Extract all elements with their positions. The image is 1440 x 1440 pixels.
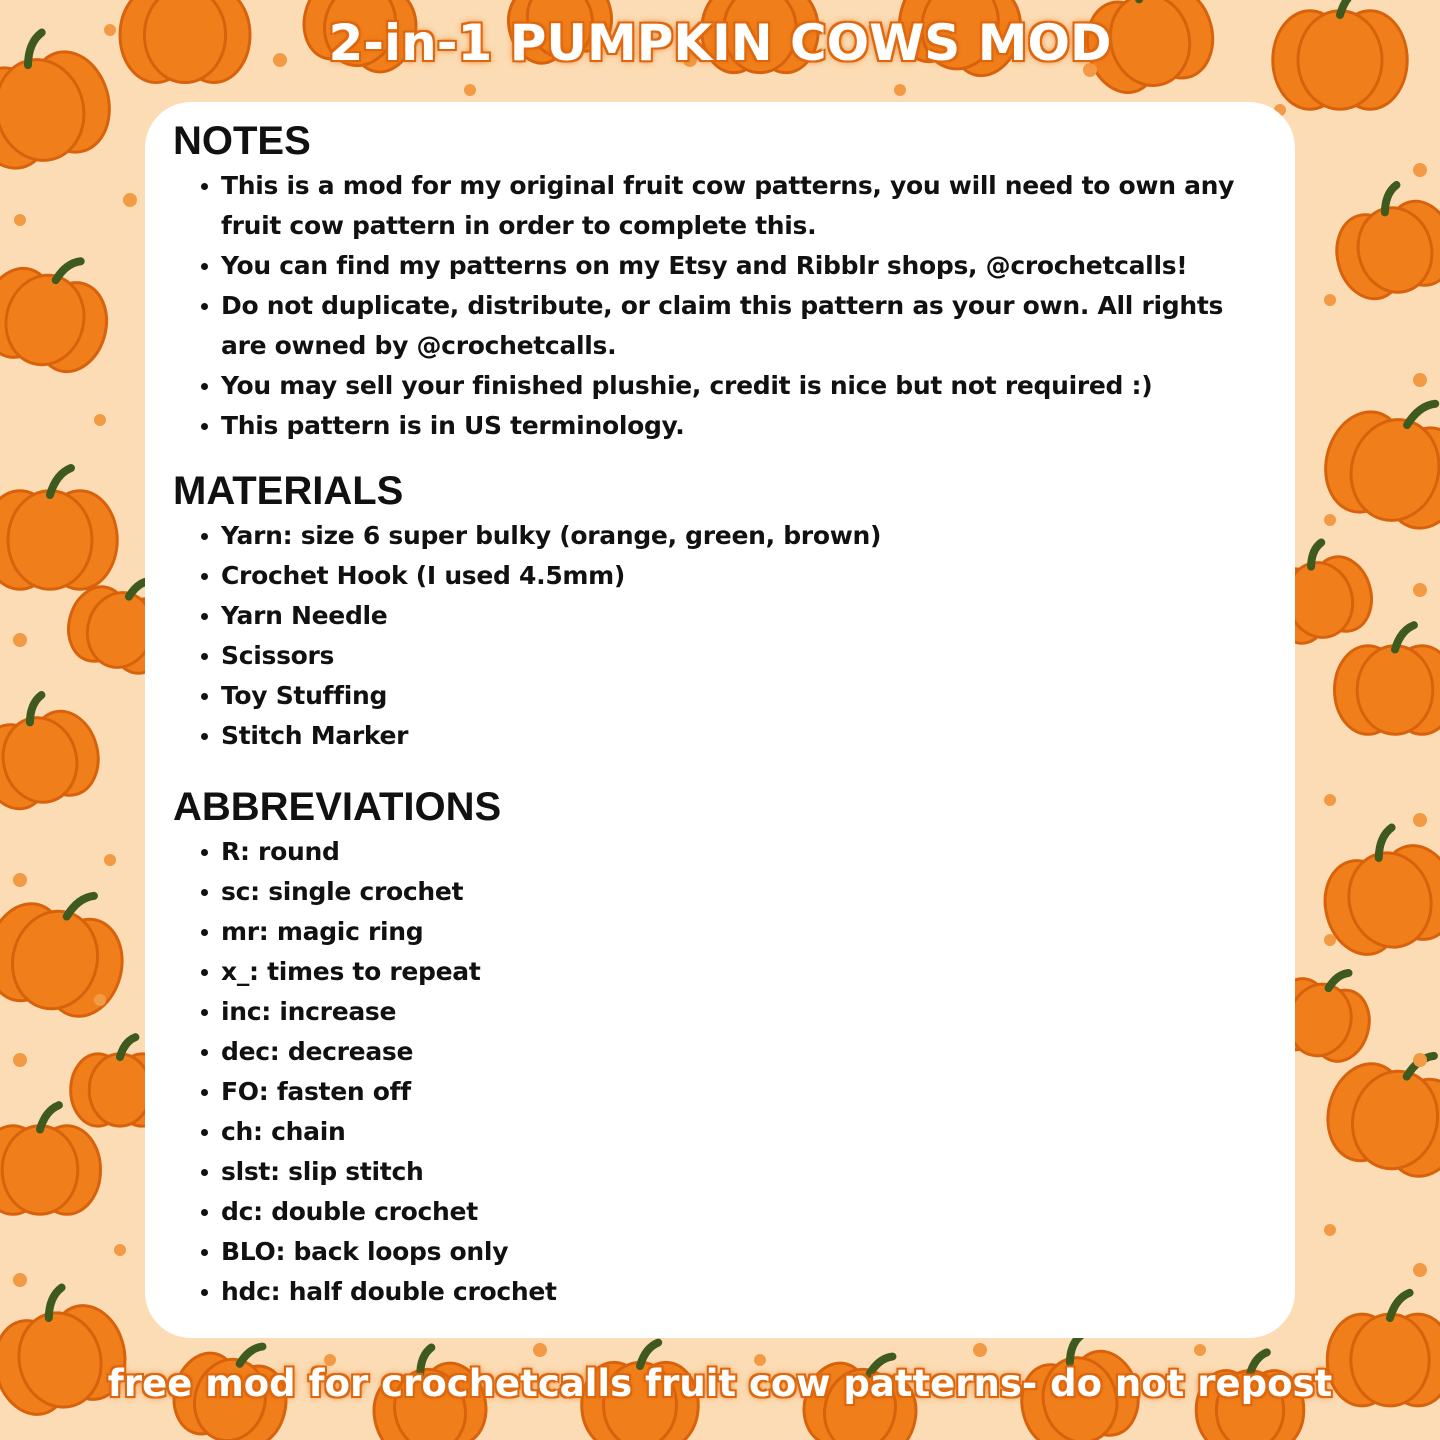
- pumpkin-icon: [1323, 175, 1440, 307]
- list-item: slst: slip stitch: [221, 1152, 1265, 1192]
- list-item: Do not duplicate, distribute, or claim this pattern as your own. All rights are owned by @crochetcalls.: [221, 286, 1265, 366]
- list-item: dec: decrease: [221, 1032, 1265, 1072]
- list-item: x_: times to repeat: [221, 952, 1265, 992]
- footer-banner: free mod for crochetcalls fruit cow patterns- do not repost: [107, 1362, 1333, 1405]
- list-item: Yarn Needle: [221, 596, 1265, 636]
- dot-decoration: [94, 994, 106, 1006]
- abbreviations-heading: ABBREVIATIONS: [173, 785, 502, 829]
- dot-decoration: [1413, 1053, 1427, 1067]
- abbreviations-list: [173, 832, 1265, 1312]
- dot-decoration: [1324, 294, 1336, 306]
- list-item: dc: double crochet: [221, 1192, 1265, 1232]
- list-item: mr: magic ring: [221, 912, 1265, 952]
- list-item: FO: fasten off: [221, 1072, 1265, 1112]
- dot-decoration: [464, 84, 476, 96]
- list-item: This pattern is in US terminology.: [221, 406, 1265, 446]
- dot-decoration: [1413, 373, 1427, 387]
- dot-decoration: [1324, 794, 1336, 806]
- pumpkin-icon: [1335, 625, 1440, 734]
- page-title: 2-in-1 PUMPKIN COWS MOD: [328, 14, 1112, 72]
- dot-decoration: [13, 1273, 27, 1287]
- dot-decoration: [1324, 514, 1336, 526]
- list-item: Stitch Marker: [221, 716, 1265, 756]
- materials-list: [173, 516, 1265, 756]
- list-item: sc: single crochet: [221, 872, 1265, 912]
- list-item: inc: increase: [221, 992, 1265, 1032]
- list-item: This is a mod for my original fruit cow patterns, you will need to own any fruit cow pattern in order to complete this.: [221, 166, 1265, 246]
- dot-decoration: [123, 193, 137, 207]
- dot-decoration: [533, 1343, 547, 1357]
- list-item: hdc: half double crochet: [221, 1272, 1265, 1312]
- materials-heading: MATERIALS: [173, 469, 404, 513]
- dot-decoration: [1413, 1263, 1427, 1277]
- content-card: [145, 102, 1295, 1338]
- dot-decoration: [104, 854, 116, 866]
- list-item: Yarn: size 6 super bulky (orange, green, brown): [221, 516, 1265, 556]
- pumpkin-icon: [0, 873, 139, 1025]
- dot-decoration: [13, 633, 27, 647]
- dot-decoration: [973, 1343, 987, 1357]
- dot-decoration: [1413, 583, 1427, 597]
- dot-decoration: [13, 1053, 27, 1067]
- dot-decoration: [114, 1244, 126, 1256]
- dot-decoration: [13, 873, 27, 887]
- pumpkin-icon: [0, 240, 122, 379]
- dot-decoration: [1324, 934, 1336, 946]
- dot-decoration: [14, 214, 26, 226]
- pumpkin-icon: [0, 468, 117, 589]
- list-item: You may sell your finished plushie, credit is nice but not required :): [221, 366, 1265, 406]
- list-item: You can find my patterns on my Etsy and Ribblr shops, @crochetcalls!: [221, 246, 1265, 286]
- list-item: Scissors: [221, 636, 1265, 676]
- pumpkin-icon: [0, 685, 107, 817]
- dot-decoration: [1324, 1224, 1336, 1236]
- list-item: BLO: back loops only: [221, 1232, 1265, 1272]
- list-item: Crochet Hook (I used 4.5mm): [221, 556, 1265, 596]
- notes-heading: NOTES: [173, 119, 311, 163]
- dot-decoration: [1413, 163, 1427, 177]
- dot-decoration: [894, 84, 906, 96]
- list-item: ch: chain: [221, 1112, 1265, 1152]
- pumpkin-icon: [1315, 380, 1440, 537]
- dot-decoration: [1194, 1344, 1206, 1356]
- dot-decoration: [1413, 813, 1427, 827]
- list-item: R: round: [221, 832, 1265, 872]
- notes-list: [173, 166, 1265, 446]
- dot-decoration: [94, 414, 106, 426]
- list-item: Toy Stuffing: [221, 676, 1265, 716]
